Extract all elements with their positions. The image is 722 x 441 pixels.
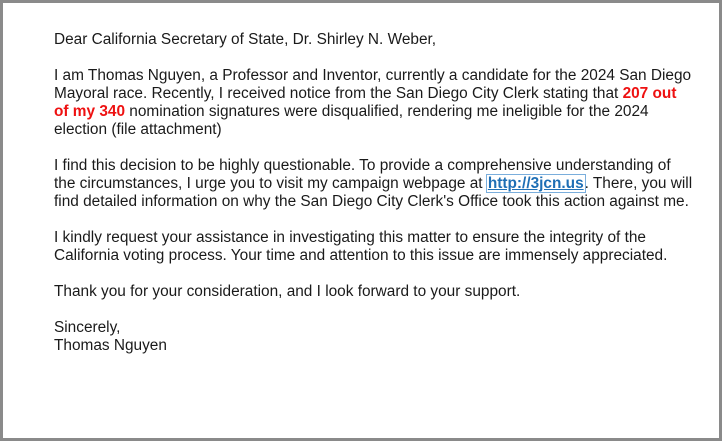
- paragraph-thanks: Thank you for your consideration, and I look forward to your support.: [54, 283, 521, 300]
- disqualified-count: 207 out of my 340: [54, 85, 677, 120]
- closing-block: [54, 319, 694, 355]
- paragraph-request: I kindly request your assistance in investigating this matter to ensure the integrity of the California voting process. Your time and attention to this issue are immensely appreciated.: [54, 229, 668, 264]
- salutation: Dear California Secretary of State, Dr. Shirley N. Weber,: [54, 31, 437, 48]
- paragraph-intro-text: I am Thomas Nguyen, a Professor and Inventor, currently a candidate for the 2024 San Diego Mayoral race. Recently, I received notice from the San Diego City Clerk stating that: [54, 67, 692, 102]
- paragraph-campaign-text: I find this decision to be highly questionable. To provide a comprehensive understanding of the circumstances, I urge you to visit my campaign webpage at: [54, 157, 671, 192]
- campaign-link[interactable]: http://3jcn.us: [487, 175, 584, 192]
- signature: Thomas Nguyen: [54, 337, 167, 354]
- paragraph-campaign: [54, 157, 694, 211]
- closing: Sincerely,: [54, 319, 121, 336]
- letter-body: [54, 31, 694, 355]
- paragraph-campaign-text-end: . There, you will find detailed information on why the San Diego City Clerk's Office took this action against me.: [54, 175, 693, 210]
- paragraph-intro-text-end: nomination signatures were disqualified, rendering me ineligible for the 2024 election (file attachment): [54, 103, 649, 138]
- paragraph-intro: [54, 67, 694, 139]
